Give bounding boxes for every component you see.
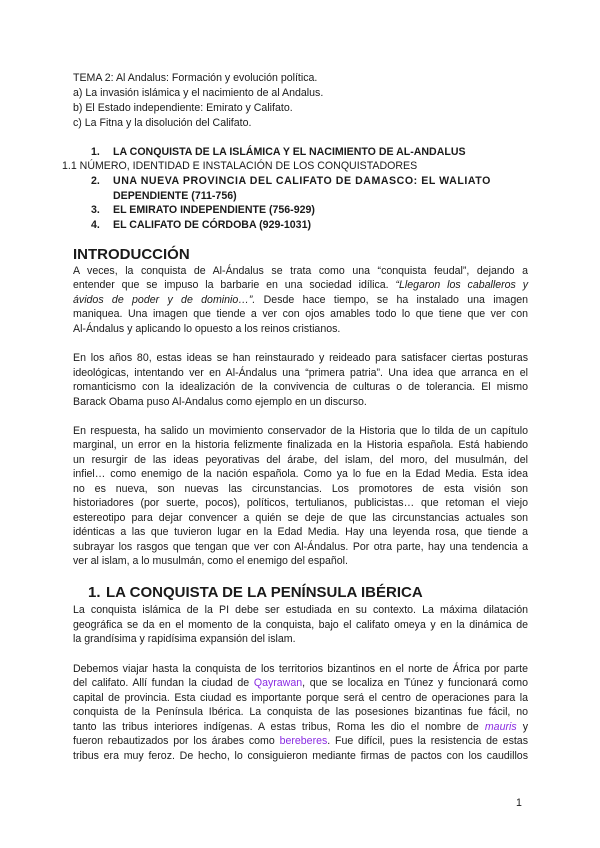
paragraph-line: Al-Ándalus y aplicando lo opuesto a los reinos cristianos.	[73, 323, 341, 335]
paragraph-line: romanticismo con la idealización de la convivencia de culturas o de tolerancia. El mismo	[73, 381, 528, 393]
toc-item: a) La invasión islámica y el nacimiento de al Andalus.	[73, 87, 324, 99]
intro-heading: INTRODUCCIÓN	[73, 246, 190, 263]
paragraph-line: la grandísima y rapidísima expansión del islam.	[73, 633, 296, 645]
paragraph-line: ideológicas, intentando ver en Al-Ándalus una “primera patria”. Una idea que arranca en el	[73, 367, 528, 379]
outline-item-2: 2. UNA NUEVA PROVINCIA DEL CALIFATO DE DAMASCO: EL WALIATO	[91, 175, 491, 187]
paragraph-line: tribus era muy feroz. De hecho, lo consiguieron mediante firmas de pactos con los caudillos	[73, 750, 528, 762]
section-1-heading: 1. LA CONQUISTA DE LA PENÍNSULA IBÉRICA	[88, 584, 423, 601]
paragraph-line: infiel… como enemigo de la nación española. Como ya lo fue en la Edad Media. Esta idea	[73, 468, 528, 480]
term-qayrawan: Qayrawan	[253, 677, 303, 689]
paragraph-line: La conquista islámica de la PI debe ser estudiada en su contexto. La máxima dilatación	[73, 604, 528, 616]
outline-item-1-1: 1.1 NÚMERO, IDENTIDAD E INSTALACIÓN DE LOS CONQUISTADORES	[62, 160, 418, 172]
paragraph-line: historiadores (por suerte, pocos), políticos, tertulianos, publicistas… que retoman el viejo	[73, 497, 528, 509]
paragraph-line: Debemos viajar hasta la conquista de los territorios bizantinos en el norte de África por parte	[73, 663, 528, 675]
outline-item-4: 4. EL CALIFATO DE CÓRDOBA (929-1031)	[91, 219, 311, 231]
paragraph-line: entender que se impuso la barbarie en una sociedad idílica. “Llegaron los caballeros y	[73, 279, 528, 291]
outline-item-3: 3. EL EMIRATO INDEPENDIENTE (756-929)	[91, 204, 315, 216]
outline-item-1: 1. LA CONQUISTA DE LA ISLÁMICA Y EL NACIMIENTO DE AL-ANDALUS	[91, 146, 466, 158]
paragraph-line: Barack Obama puso Al-Andalus como ejemplo en un discurso.	[73, 396, 367, 408]
paragraph-line: ávidos de poder y de dominio…”. Desde hace tiempo, se ha instalado una imagen	[73, 294, 528, 306]
term-bereberes: bereberes	[279, 735, 328, 747]
paragraph-line: ver al islam, a lo musulmán, como el enemigo del español.	[73, 555, 348, 567]
toc-title: TEMA 2: Al Andalus: Formación y evolución política.	[73, 72, 318, 84]
paragraph-line: fueron rebautizados por los árabes como bereberes. Fue difícil, pues la resistencia de estas	[73, 735, 528, 747]
paragraph-line: del califato. Allí fundan la ciudad de Qayrawan, que se localiza en Túnez y funcionará como	[73, 677, 528, 689]
paragraph-line: A veces, la conquista de Al-Ándalus se trata como una “conquista feudal”, dejando a	[73, 265, 528, 277]
toc-item: b) El Estado independiente: Emirato y Califato.	[73, 102, 293, 114]
paragraph-line: geográfica se da en el momento de la conquista, bajo el califato omeya y en la dinámica de	[73, 619, 528, 631]
outline-item-2-cont: DEPENDIENTE (711-756)	[113, 190, 237, 202]
term-mauris: mauris	[484, 721, 517, 733]
paragraph-line: conquista de la Península Ibérica. La conquista de las posesiones bizantinas fue fácil, no	[73, 706, 528, 718]
paragraph-line: idénticas a las que tuvieron lugar en la Edad Media. Hay una leyenda rosa, que tiende a	[73, 526, 528, 538]
paragraph-line: subrayar los rasgos que tengan que ver con Al-Ándalus. Por otra parte, hay una tendencia a	[73, 541, 528, 553]
paragraph-line: no es nueva, son nuevas las circunstancias. Los promotores de esta visión son	[73, 483, 528, 495]
paragraph-line: En los años 80, estas ideas se han reinstaurado y reideado para satisfacer ciertas posturas	[73, 352, 528, 364]
toc-item: c) La Fitna y la disolución del Califato.	[73, 117, 252, 129]
page-number: 1	[516, 797, 522, 809]
paragraph-line: maniquea. Una imagen que tiende a ver con ojos amables todo lo que tiene que ver con	[73, 308, 528, 320]
paragraph-line: un resurgir de las ideas peyorativas del árabe, del islam, del moro, del musulmán, del	[73, 454, 528, 466]
paragraph-line: En respuesta, ha salido un movimiento conservador de la Historia que lo tilda de un capítulo	[73, 425, 528, 437]
paragraph-line: capital de provincia. Esta ciudad es importante porque será el centro de operaciones para la	[73, 692, 528, 704]
paragraph-line: tanto las tribus interiores indígenas. A estas tribus, Roma les dio el nombre de mauris y	[73, 721, 528, 733]
paragraph-line: estereotipo para dejar convencer a quién se deje de que las circunstancias actuales son	[73, 512, 528, 524]
paragraph-line: marginal, un error en la historia felizmente finalizada en la Historia española. Está habiendo	[73, 439, 528, 451]
